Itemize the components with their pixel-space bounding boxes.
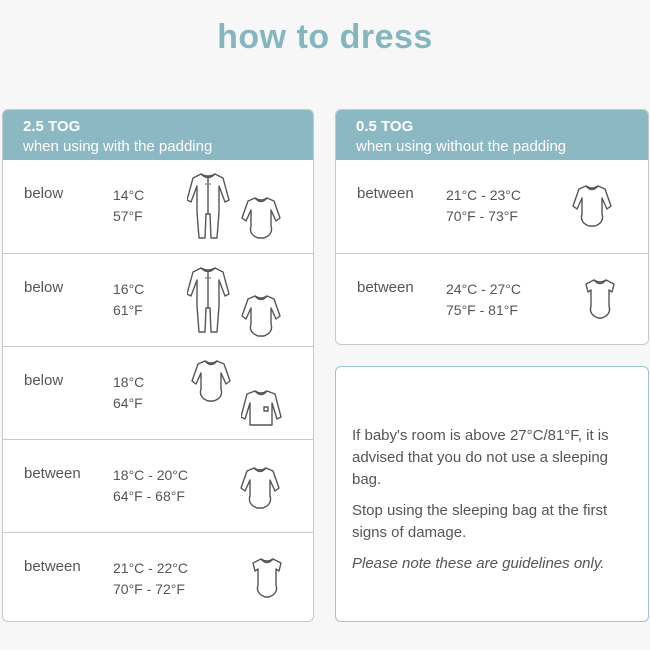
tog-2-5-panel [2, 109, 314, 622]
guidelines-note [335, 366, 649, 622]
long-sleeve-top-icon [241, 389, 283, 429]
tog-0-5-panel [335, 109, 649, 345]
table-row [3, 532, 313, 622]
page-title: how to dress [217, 18, 433, 56]
damage-warning: Stop using the sleeping bag at the first signs of damage. [352, 502, 608, 541]
long-sleeve-bodysuit-icon [241, 196, 283, 240]
guidelines-disclaimer: Please note these are guidelines only. [352, 555, 605, 572]
sleepsuit-icon [187, 172, 231, 242]
long-sleeve-bodysuit-icon [240, 466, 282, 510]
temperature-range: 16°C 61°F [113, 281, 145, 318]
temperature-range: 21°C - 22°C 70°F - 72°F [113, 560, 189, 597]
condition-label: between [357, 279, 414, 296]
sleepsuit-icon [187, 266, 231, 336]
tog-0-5-header [336, 110, 648, 160]
condition-label: between [357, 185, 414, 202]
condition-label: below [24, 185, 64, 202]
tog-2-5-subtitle: when using with the padding [23, 138, 213, 155]
short-sleeve-bodysuit-icon [582, 278, 618, 320]
temperature-range: 21°C - 23°C 70°F - 73°F [446, 187, 522, 224]
temperature-range: 18°C 64°F [113, 374, 145, 411]
temperature-range: 24°C - 27°C 75°F - 81°F [446, 281, 522, 318]
tog-0-5-label: 0.5 TOG [356, 118, 414, 135]
temperature-range: 14°C 57°F [113, 187, 145, 224]
table-row [336, 160, 648, 253]
condition-label: between [24, 558, 81, 575]
room-temperature-warning: If baby's room is above 27°C/81°F, it is advised that you do not use a sleeping bag. [352, 427, 609, 488]
table-row [3, 253, 313, 346]
table-row [3, 346, 313, 439]
temperature-range: 18°C - 20°C 64°F - 68°F [113, 467, 189, 504]
condition-label: below [24, 372, 64, 389]
table-row [336, 253, 648, 345]
short-sleeve-bodysuit-icon [249, 557, 285, 599]
table-row [3, 160, 313, 253]
long-sleeve-bodysuit-icon [241, 294, 283, 338]
tog-0-5-subtitle: when using without the padding [356, 138, 567, 155]
long-sleeve-bodysuit-icon [191, 359, 233, 403]
long-sleeve-bodysuit-icon [572, 184, 614, 228]
table-row [3, 439, 313, 532]
condition-label: between [24, 465, 81, 482]
tog-2-5-label: 2.5 TOG [23, 118, 81, 135]
condition-label: below [24, 279, 64, 296]
tog-2-5-header [3, 110, 313, 160]
note-text [352, 425, 632, 584]
